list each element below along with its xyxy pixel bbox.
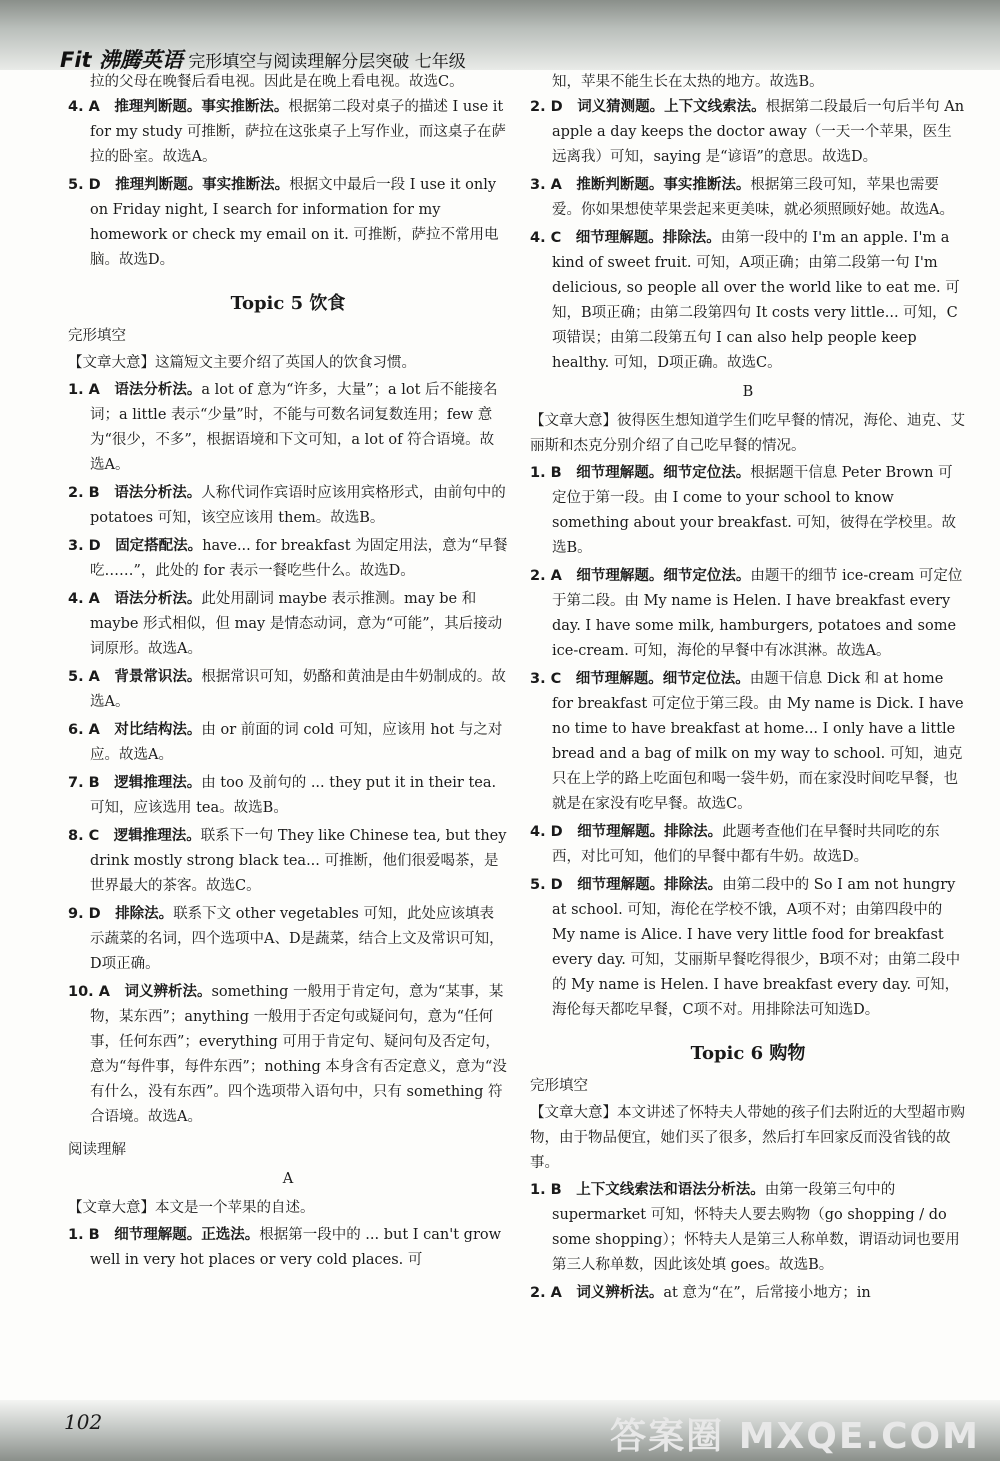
answer-method: 细节理解题。细节定位法。: [576, 465, 751, 481]
answer-list: [530, 1178, 966, 1306]
answer-method: 上下文线索法和语法分析法。: [576, 1182, 765, 1198]
answer-method: 细节理解题。排除法。: [577, 877, 723, 893]
answer-number: 2. B: [68, 485, 100, 501]
answer-number: 1. B: [530, 1182, 562, 1198]
answer-method: 语法分析法。: [114, 591, 202, 607]
answer-explanation: 联系下一句 They like Chinese tea, but they drink mostly strong black tea... 可推断，他们很爱喝茶，是世界最大的茶客。故选C。: [90, 828, 507, 894]
answer-explanation: 此处用副词 maybe 表示推测。may be 和 maybe 形式相似，但 may 是情态动词，意为“可能”，其后接动词原形。故选A。: [90, 591, 503, 657]
answer-method: 对比结构法。: [114, 722, 202, 738]
answer-list: [530, 95, 966, 376]
answer-method: 背景常识法。: [114, 669, 202, 685]
answer-method: 语法分析法。: [114, 382, 202, 398]
section-heading: 完形填空: [68, 328, 126, 344]
answer-number: 10. A: [68, 984, 110, 1000]
answer-number: 3. A: [530, 177, 562, 193]
answer-explanation: 根据第二段对桌子的描述 I use it for my study 可推断，萨拉在这张桌子上写作业，而这桌子在萨拉的卧室。故选A。: [90, 99, 506, 165]
answer-number: 6. A: [68, 722, 100, 738]
answer-method: 推断判断题。事实推断法。: [576, 177, 751, 193]
answer-item: [68, 665, 508, 715]
answer-explanation: 由第二段中的 So I am not hungry at school. 可知，海伦在学校不饿，A项不对；由第四段中的 My name is Alice. I have very little food for breakfast every day. 可知，艾丽斯早餐吃得很少，B项不对；由第二段中的 My name is Helen. I have breakfast every day. 可知，海伦每天都吃早餐，C项不对。用排除法可知选D。: [552, 877, 961, 1018]
answer-method: 细节理解题。正选法。: [114, 1227, 260, 1243]
answer-item: [530, 1281, 966, 1306]
answer-explanation: 由第一段第三句中的 supermarket 可知，怀特夫人要去购物（go shopping / do some shopping）；怀特夫人是第三人称单数，谓语动词也要用第三人称单数，因此该处填 goes。故选B。: [552, 1182, 960, 1273]
answer-list: [68, 95, 508, 273]
answer-number: 5. D: [530, 877, 563, 893]
section-heading: 完形填空: [530, 1078, 588, 1094]
answer-item: [68, 718, 508, 768]
answer-item: [68, 771, 508, 821]
answer-item: [68, 824, 508, 899]
answer-number: 8. C: [68, 828, 100, 844]
brand-logo: Fit 沸腾英语: [60, 48, 183, 72]
answer-item: [68, 378, 508, 478]
article-summary: 【文章大意】本文是一个苹果的自述。: [68, 1200, 315, 1216]
answer-explanation: 由题干信息 Dick 和 at home for breakfast 可定位于第三段。由 My name is Dick. I have no time to have breakfast at home... I only have a little bread and a bag of milk on my way to school. 可知，迪克只在上学的路上吃面包和喝一袋牛奶，而在家没时间吃早餐，也就是在家没有吃早餐。故选C。: [552, 671, 964, 812]
answer-number: 2. D: [530, 99, 563, 115]
answer-item: [530, 820, 966, 870]
answer-method: 固定搭配法。: [115, 538, 203, 554]
answer-list: [530, 461, 966, 1023]
answer-explanation: 根据文中最后一段 I use it only on Friday night, I search for information for my homework or check my email on it. 可推断，萨拉不常用电脑。故选D。: [90, 177, 499, 268]
article-summary: 【文章大意】本文讲述了怀特夫人带她的孩子们去附近的大型超市购物，由于物品便宜，她们买了很多，然后打车回家反而没省钱的故事。: [530, 1105, 965, 1171]
answer-explanation: 由 too 及前句的 ... they put it in their tea. 可知，应该选用 tea。故选B。: [90, 775, 497, 816]
answer-item: [530, 173, 966, 223]
answer-number: 9. D: [68, 906, 101, 922]
answer-number: 1. A: [68, 382, 100, 398]
answer-item: [68, 95, 508, 170]
answer-explanation: a lot of 意为“许多，大量”；a lot 后不能接名词；a little 表示“少量”时，不能与可数名词复数连用；few 意为“很少，不多”，根据语境和下文可知，a lot of 符合语境。故选A。: [90, 382, 498, 473]
answer-item: [68, 534, 508, 584]
part-label: B: [742, 384, 754, 400]
answer-explanation: 由题干的细节 ice-cream 可定位于第二段。由 My name is Helen. I have breakfast every day. I have some milk, hamburgers, potatoes and some ice-cream. 可知，海伦的早餐中有冰淇淋。故选A。: [552, 568, 963, 659]
answer-number: 2. A: [530, 568, 562, 584]
answer-explanation: something 一般用于肯定句，意为“某事，某物，某东西”；anything 一般用于否定句或疑问句，意为“任何事，任何东西”；everything 可用于肯定句、疑问句及否定句，意为“每件事，每件东西”；nothing 本身含有否定意义，意为“没有什么，没有东西”。四个选项带入语句中，只有 something 符合语境。故选A。: [90, 984, 507, 1125]
answer-method: 细节理解题。排除法。: [575, 230, 721, 246]
article-summary: 【文章大意】彼得医生想知道学生们吃早餐的情况，海伦、迪克、艾丽斯和杰克分别介绍了自己吃早餐的情况。: [530, 413, 965, 454]
answer-number: 5. A: [68, 669, 100, 685]
answer-method: 细节理解题。细节定位法。: [575, 671, 750, 687]
answer-item: [68, 980, 508, 1130]
answer-explanation: 根据第一段中的 ... but I can't grow well in very hot places or very cold places. 可: [90, 1227, 502, 1268]
right-column: [530, 70, 966, 1309]
answer-explanation: 根据第三段可知，苹果也需要爱。你如果想使苹果尝起来更美味，就必须照顾好她。故选A。: [552, 177, 954, 218]
section-heading: 阅读理解: [68, 1142, 126, 1158]
continued-text: 拉的父母在晚餐后看电视。因此是在晚上看电视。故选C。: [90, 74, 464, 90]
answer-number: 4. A: [68, 591, 100, 607]
answer-item: [530, 226, 966, 376]
topic-heading: Topic 6 购物: [690, 1043, 806, 1064]
answer-number: 2. A: [530, 1285, 562, 1301]
answer-method: 词义辨析法。: [124, 984, 212, 1000]
answer-item: [68, 173, 508, 273]
part-label: A: [282, 1171, 294, 1187]
answer-number: 7. B: [68, 775, 100, 791]
page-number: 102: [64, 1410, 103, 1434]
answer-explanation: have... for breakfast 为固定用法，意为“早餐吃……”，此处的 for 表示一餐吃些什么。故选D。: [90, 538, 508, 579]
answer-number: 4. C: [530, 230, 562, 246]
answer-item: [530, 564, 966, 664]
answer-item: [530, 1178, 966, 1278]
answer-method: 词义猜测题。上下文线索法。: [577, 99, 766, 115]
answer-explanation: 由 or 前面的词 cold 可知，应该用 hot 与之对应。故选A。: [90, 722, 503, 763]
answer-explanation: 联系下文 other vegetables 可知，此处应该填表示蔬菜的名词，四个选项中A、D是蔬菜，结合上文及常识可知，D项正确。: [90, 906, 504, 972]
answer-method: 词义辨析法。: [576, 1285, 664, 1301]
answer-explanation: at 意为“在”，后常接小地方；in: [663, 1285, 871, 1301]
answer-list: [68, 1223, 508, 1273]
answer-item: [530, 873, 966, 1023]
watermark: 答案圈 MXQE.COM: [610, 1416, 980, 1457]
answer-item: [68, 587, 508, 662]
answer-method: 逻辑推理法。: [113, 828, 201, 844]
answer-number: 3. C: [530, 671, 562, 687]
article-summary: 【文章大意】这篇短文主要介绍了英国人的饮食习惯。: [68, 355, 416, 371]
answer-item: [530, 667, 966, 817]
answer-number: 4. D: [530, 824, 563, 840]
answer-explanation: 根据题干信息 Peter Brown 可定位于第一段。由 I come to your school to know something about your breakfast. 可知，彼得在学校里。故选B。: [552, 465, 956, 556]
continued-text: 知，苹果不能生长在太热的地方。故选B。: [552, 74, 824, 90]
answer-number: 1. B: [530, 465, 562, 481]
header-subtitle: 完形填空与阅读理解分层突破 七年级: [188, 52, 466, 72]
answer-explanation: 此题考查他们在早餐时共同吃的东西，对比可知，他们的早餐中都有牛奶。故选D。: [552, 824, 940, 865]
answer-item: [530, 95, 966, 170]
topic-heading: Topic 5 饮食: [230, 293, 346, 314]
answer-explanation: 人称代词作宾语时应该用宾格形式，由前句中的 potatoes 可知，该空应该用 them。故选B。: [90, 485, 506, 526]
answer-item: [68, 481, 508, 531]
left-column: [68, 70, 508, 1276]
answer-number: 3. D: [68, 538, 101, 554]
answer-method: 推理判断题。事实推断法。: [115, 177, 290, 193]
answer-number: 1. B: [68, 1227, 100, 1243]
answer-explanation: 根据第二段最后一句后半句 An apple a day keeps the doctor away（一天一个苹果，医生远离我）可知，saying 是“谚语”的意思。故选D。: [552, 99, 965, 165]
answer-method: 细节理解题。细节定位法。: [576, 568, 751, 584]
answer-explanation: 由第一段中的 I'm an apple. I'm a kind of sweet fruit. 可知，A项正确；由第二段第一句 I'm delicious, so people all over the world like to eat me. 可知，B项正确；由第二段第四句 It costs very little... 可知，C项错误；由第二段第五句 I can also help people keep healthy. 可知，D项正确。故选C。: [552, 230, 960, 371]
answer-list: [68, 378, 508, 1130]
answer-item: [68, 1223, 508, 1273]
answer-method: 推理判断题。事实推断法。: [114, 99, 289, 115]
answer-method: 逻辑推理法。: [114, 775, 202, 791]
answer-method: 排除法。: [115, 906, 174, 922]
answer-number: 5. D: [68, 177, 101, 193]
answer-item: [68, 902, 508, 977]
answer-explanation: 根据常识可知，奶酪和黄油是由牛奶制成的。故选A。: [90, 669, 506, 710]
answer-method: 语法分析法。: [114, 485, 202, 501]
answer-method: 细节理解题。排除法。: [577, 824, 723, 840]
answer-number: 4. A: [68, 99, 100, 115]
answer-item: [530, 461, 966, 561]
